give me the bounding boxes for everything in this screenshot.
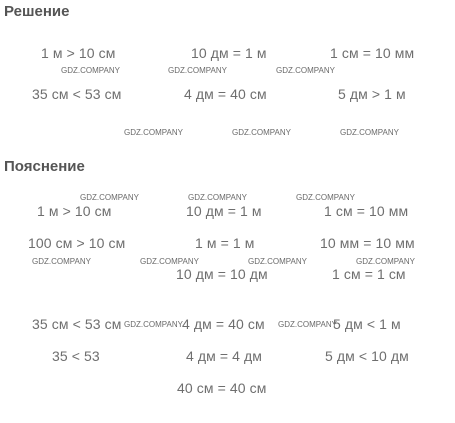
watermark: GDZ.COMPANY (124, 128, 183, 137)
explanation-line-2: 10 дм = 1 м (186, 203, 262, 219)
solution-item-6: 5 дм > 1 м (338, 86, 406, 102)
solution-heading: Решение (4, 3, 70, 20)
explanation-line-8: 1 см = 1 см (332, 266, 406, 282)
explanation-line-14: 5 дм < 10 дм (325, 348, 409, 364)
watermark: GDZ.COMPANY (356, 257, 415, 266)
explanation-line-3: 1 см = 10 мм (324, 203, 409, 219)
solution-item-2: 10 дм = 1 м (191, 45, 267, 61)
solution-item-3: 1 см = 10 мм (330, 45, 415, 61)
explanation-line-6: 10 мм = 10 мм (320, 235, 415, 251)
watermark: GDZ.COMPANY (276, 66, 335, 75)
explanation-line-5: 1 м = 1 м (195, 235, 255, 251)
watermark: GDZ.COMPANY (232, 128, 291, 137)
explanation-line-4: 100 см > 10 см (28, 235, 126, 251)
watermark: GDZ.COMPANY (188, 193, 247, 202)
explanation-heading: Пояснение (4, 158, 85, 175)
watermark: GDZ.COMPANY (80, 193, 139, 202)
watermark: GDZ.COMPANY (278, 320, 337, 329)
watermark: GDZ.COMPANY (340, 128, 399, 137)
watermark: GDZ.COMPANY (32, 257, 91, 266)
explanation-line-13: 4 дм = 4 дм (186, 348, 262, 364)
watermark: GDZ.COMPANY (168, 66, 227, 75)
solution-item-1: 1 м > 10 см (41, 45, 116, 61)
solution-item-5: 4 дм = 40 см (184, 86, 267, 102)
explanation-line-11: 5 дм < 1 м (333, 316, 401, 332)
watermark: GDZ.COMPANY (124, 320, 183, 329)
explanation-line-1: 1 м > 10 см (37, 203, 112, 219)
watermark: GDZ.COMPANY (248, 257, 307, 266)
explanation-line-10: 4 дм = 40 см (182, 316, 265, 332)
explanation-line-9: 35 см < 53 см (32, 316, 122, 332)
explanation-line-12: 35 < 53 (52, 348, 100, 364)
watermark: GDZ.COMPANY (140, 257, 199, 266)
watermark: GDZ.COMPANY (296, 193, 355, 202)
explanation-line-15: 40 см = 40 см (177, 380, 267, 396)
solution-item-4: 35 см < 53 см (32, 86, 122, 102)
watermark: GDZ.COMPANY (61, 66, 120, 75)
explanation-line-7: 10 дм = 10 дм (176, 266, 268, 282)
